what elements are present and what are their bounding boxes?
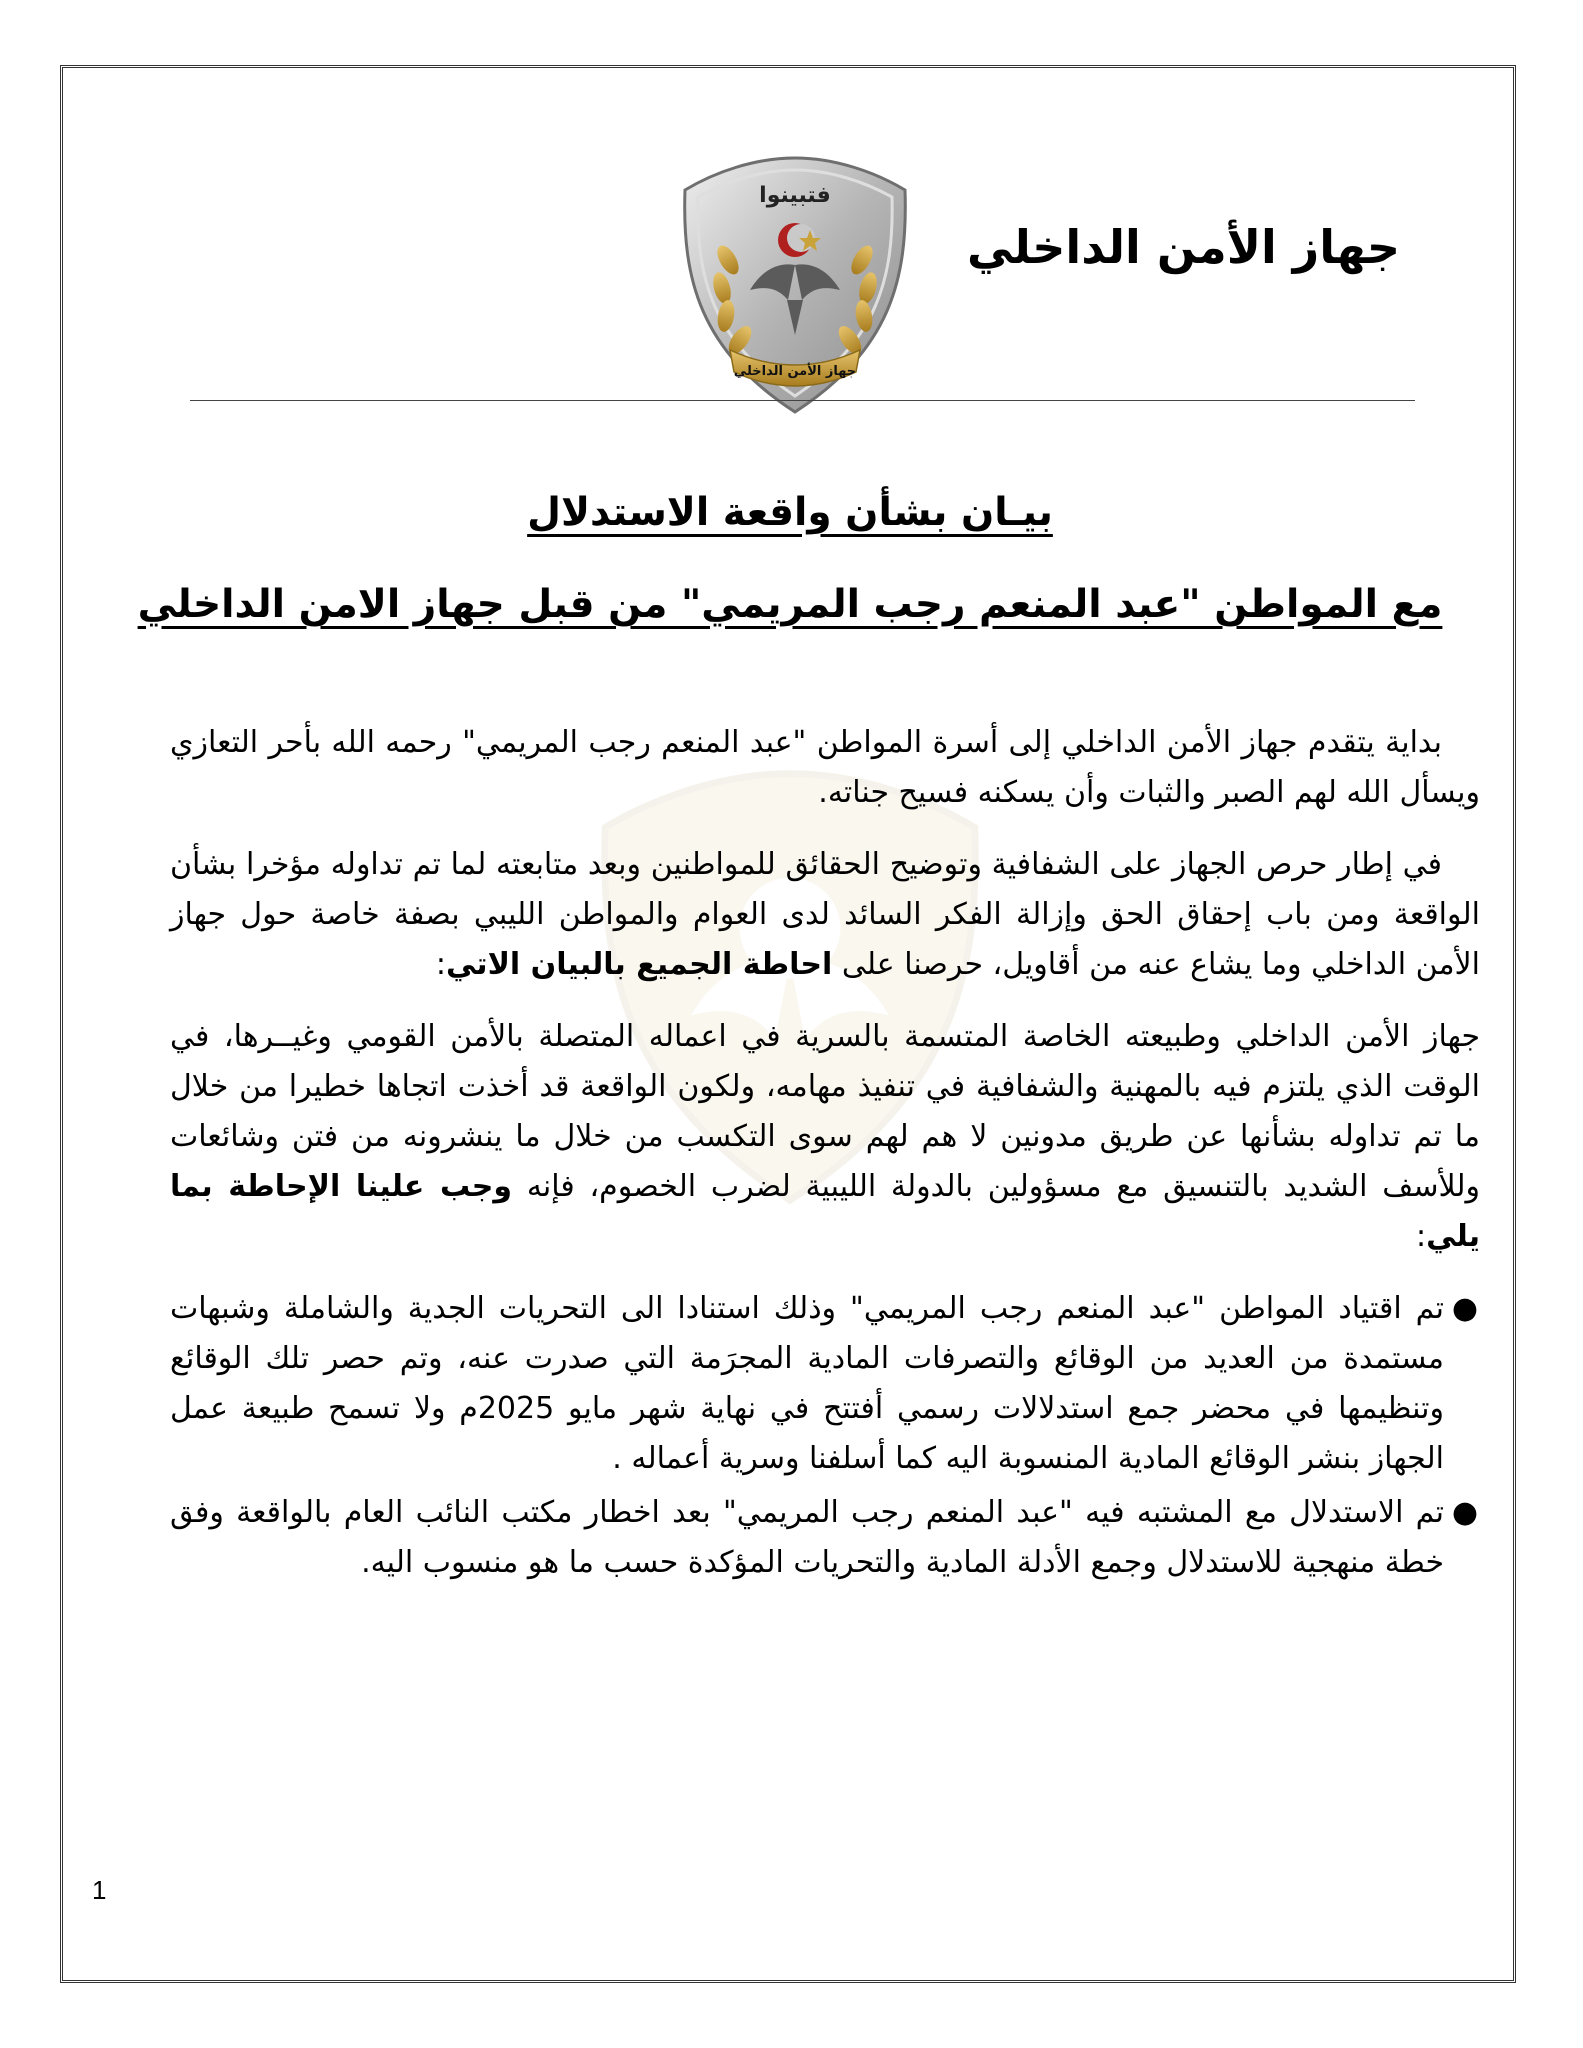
points-list bbox=[170, 1284, 1480, 1588]
list-item: ● تم الاستدلال مع المشتبه فيه "عبد المنعم رجب المريمي" بعد اخطار مكتب النائب العام بالواقعة وفق خطة منهجية للاستدلال وجمع الأدلة المادية والتحريات المؤكدة حسب ما هو منسوب اليه. bbox=[170, 1488, 1444, 1588]
statement-title-line1: بيـان بشأن واقعة الاستدلال bbox=[527, 490, 1053, 535]
logo-ribbon-text: جهاز الأمن الداخلي bbox=[733, 364, 857, 379]
org-name-heading: جهاز الأمن الداخلي bbox=[966, 220, 1400, 274]
condolence-paragraph: بداية يتقدم جهاز الأمن الداخلي إلى أسرة المواطن "عبد المنعم رجب المريمي" رحمه الله بأحر التعازي ويسأل الله لهم الصبر والثبات وأن يسكنه فسيح جناته. bbox=[170, 725, 1480, 810]
bullet-icon: ● bbox=[1451, 1291, 1478, 1326]
page-number: 1 bbox=[92, 1875, 107, 1905]
bullet-icon: ● bbox=[1451, 1495, 1478, 1530]
agency-emblem-logo bbox=[670, 150, 920, 420]
statement-title-line2: مع المواطن "عبد المنعم رجب المريمي" من قبل جهاز الامن الداخلي bbox=[137, 582, 1443, 627]
transparency-paragraph: في إطار حرص الجهاز على الشفافية وتوضيح الحقائق للمواطنين وبعد متابعته لما تم تداوله مؤخرا بشأن الواقعة ومن باب إحقاق الحق وإزالة الفكر السائد لدى العوام والمواطن الليبي بصفة خاصة حول جهاز الأمن الداخلي وما يشاع عنه من أقاويل، حرصنا على احاطة الجميع بالبيان الاتي: bbox=[170, 847, 1480, 982]
statement-body bbox=[170, 718, 1480, 1592]
nature-paragraph: جهاز الأمن الداخلي وطبيعته الخاصة المتسمة بالسرية في اعماله المتصلة بالأمن القومي وغيــرها، في الوقت الذي يلتزم فيه بالمهنية والشفافية في تنفيذ مهامه، ولكون الواقعة قد أخذت اتجاها خطيرا من خلال ما تم تداوله بشأنها عن طريق مدونين لا هم لهم سوى التكسب من خلال ما ينشرونه من فتن وشائعات وللأسف الشديد بالتنسيق مع مسؤولين بالدولة الليبية لضرب الخصوم، فإنه وجب علينا الإحاطة بما يلي: bbox=[170, 1019, 1480, 1254]
header-divider bbox=[190, 400, 1415, 401]
list-item: ● تم اقتياد المواطن "عبد المنعم رجب المريمي" وذلك استنادا الى التحريات الجدية والشاملة وشبهات مستمدة من العديد من الوقائع والتصرفات المادية المجرَمة التي صدرت عنه، وتم حصر تلك الوقائع وتنظيمها في محضر جمع استدلالات رسمي أفتتح في نهاية شهر مايو 2025م ولا تسمح طبيعة عمل الجهاز بنشر الوقائع المادية المنسوبة اليه كما أسلفنا وسرية أعماله . bbox=[170, 1284, 1444, 1484]
logo-motto: فتبينوا bbox=[759, 183, 831, 208]
